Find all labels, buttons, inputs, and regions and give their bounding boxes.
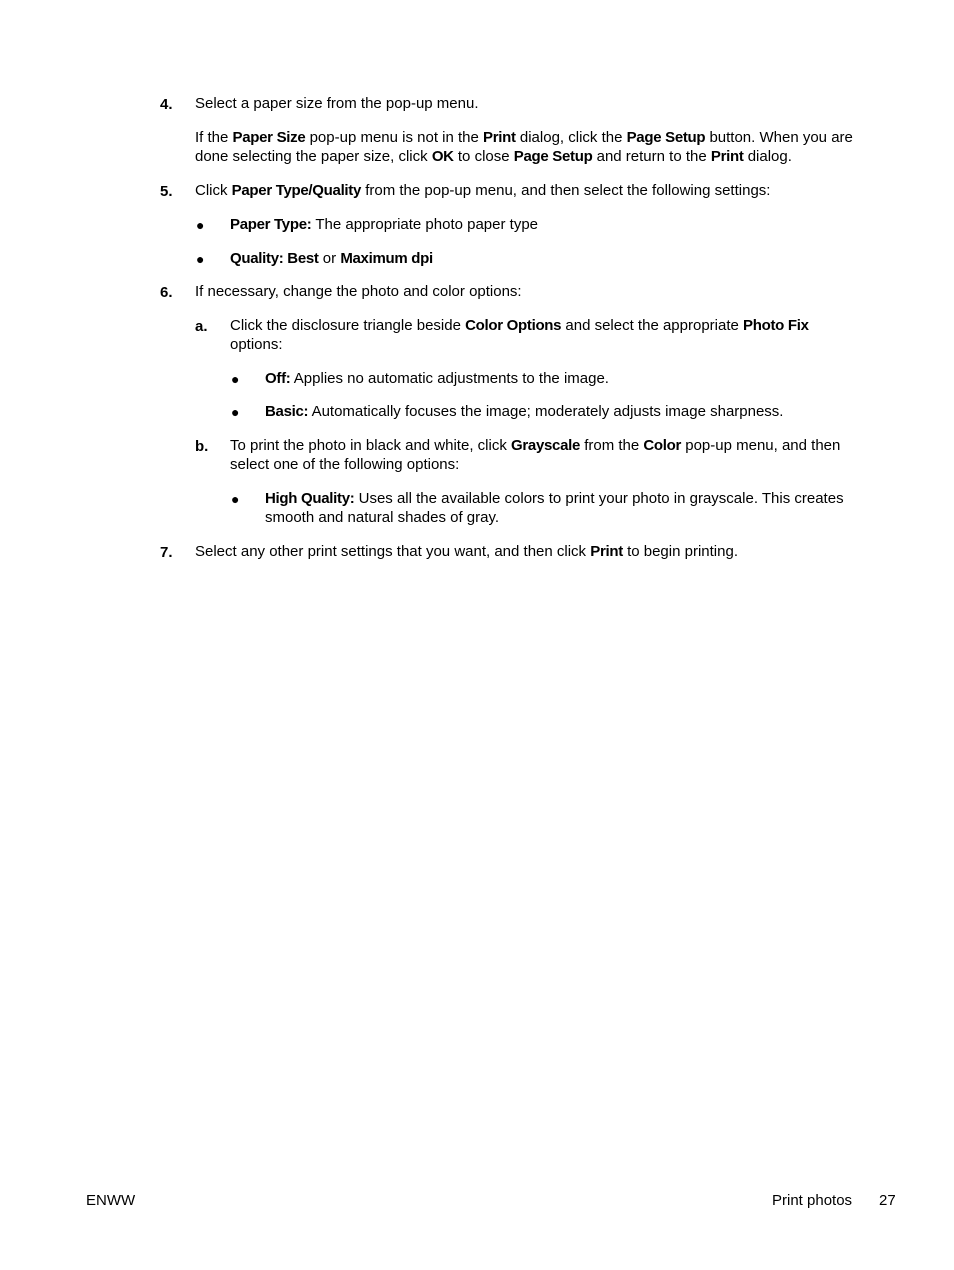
step-4-text	[195, 94, 885, 113]
ui-label: Off:	[265, 370, 291, 387]
ui-label: Print	[590, 543, 623, 560]
ui-label: High Quality:	[265, 490, 355, 507]
step-5-number: 5.	[160, 183, 173, 200]
step-7-text: Select any other print settings that you want, and then click Print to begin printing.	[195, 543, 738, 560]
ui-label: Page Setup	[513, 148, 593, 165]
substep-b-marker: b.	[195, 438, 209, 455]
step-4-instruction: Select a paper size from the pop-up menu.	[195, 95, 479, 112]
ui-label: Page Setup	[626, 129, 706, 146]
step-5-text: Click Paper Type/Quality from the pop-up menu, and then select the following settings:	[195, 182, 771, 199]
substep-a-bullet-1: Off: Applies no automatic adjustments to the image.	[265, 370, 609, 387]
bullet-icon: ●	[231, 371, 240, 387]
ui-label: Paper Type:	[230, 216, 312, 233]
footer-page-number: 27	[879, 1192, 896, 1209]
ui-label: Maximum dpi	[340, 250, 433, 267]
step-5-bullet-1: Paper Type: The appropriate photo paper type	[230, 216, 539, 233]
substep-a-text: Click the disclosure triangle beside Color Options and select the appropriate Photo Fix options:	[230, 317, 809, 353]
substep-a-marker: a.	[195, 318, 208, 335]
ui-label: Basic:	[265, 403, 309, 420]
ui-label: Print	[483, 129, 516, 146]
substep-a-bullet-2: Basic: Automatically focuses the image; moderately adjusts image sharpness.	[265, 403, 784, 420]
ui-label: Color	[643, 437, 682, 454]
step-4-number: 4.	[160, 96, 173, 113]
step-5-bullet-2: Quality: Best or Maximum dpi	[230, 250, 433, 267]
footer-section-title: Print photos	[772, 1192, 853, 1209]
bullet-icon: ●	[231, 491, 240, 507]
ui-label: Paper Size	[232, 129, 306, 146]
bullet-icon: ●	[196, 251, 205, 267]
step-6-number: 6.	[160, 284, 173, 301]
ui-label: Color Options	[465, 317, 562, 334]
step-7-number: 7.	[160, 544, 173, 561]
substep-b-bullet-1: High Quality: Uses all the available colors to print your photo in grayscale. This creates smooth and natural shades of gray.	[265, 490, 844, 526]
bullet-icon: ●	[196, 217, 205, 233]
ui-label: Quality: Best	[230, 250, 319, 267]
ui-label: Photo Fix	[743, 317, 809, 334]
bullet-icon: ●	[231, 404, 240, 420]
step-4-note: If the Paper Size pop-up menu is not in the Print dialog, click the Page Setup button. When you are done selecting the paper size, click OK to close Page Setup and return to the Print dialog.	[195, 129, 853, 165]
ui-label: Paper Type/Quality	[231, 182, 362, 199]
ui-label: Print	[710, 148, 744, 165]
step-6-text: If necessary, change the photo and color options:	[195, 283, 522, 300]
ui-label: Grayscale	[511, 437, 581, 454]
ui-label: OK	[431, 148, 454, 165]
footer-doc-code: ENWW	[86, 1192, 136, 1209]
substep-b-text: To print the photo in black and white, click Grayscale from the Color pop-up menu, and then select one of the following options:	[230, 437, 841, 473]
